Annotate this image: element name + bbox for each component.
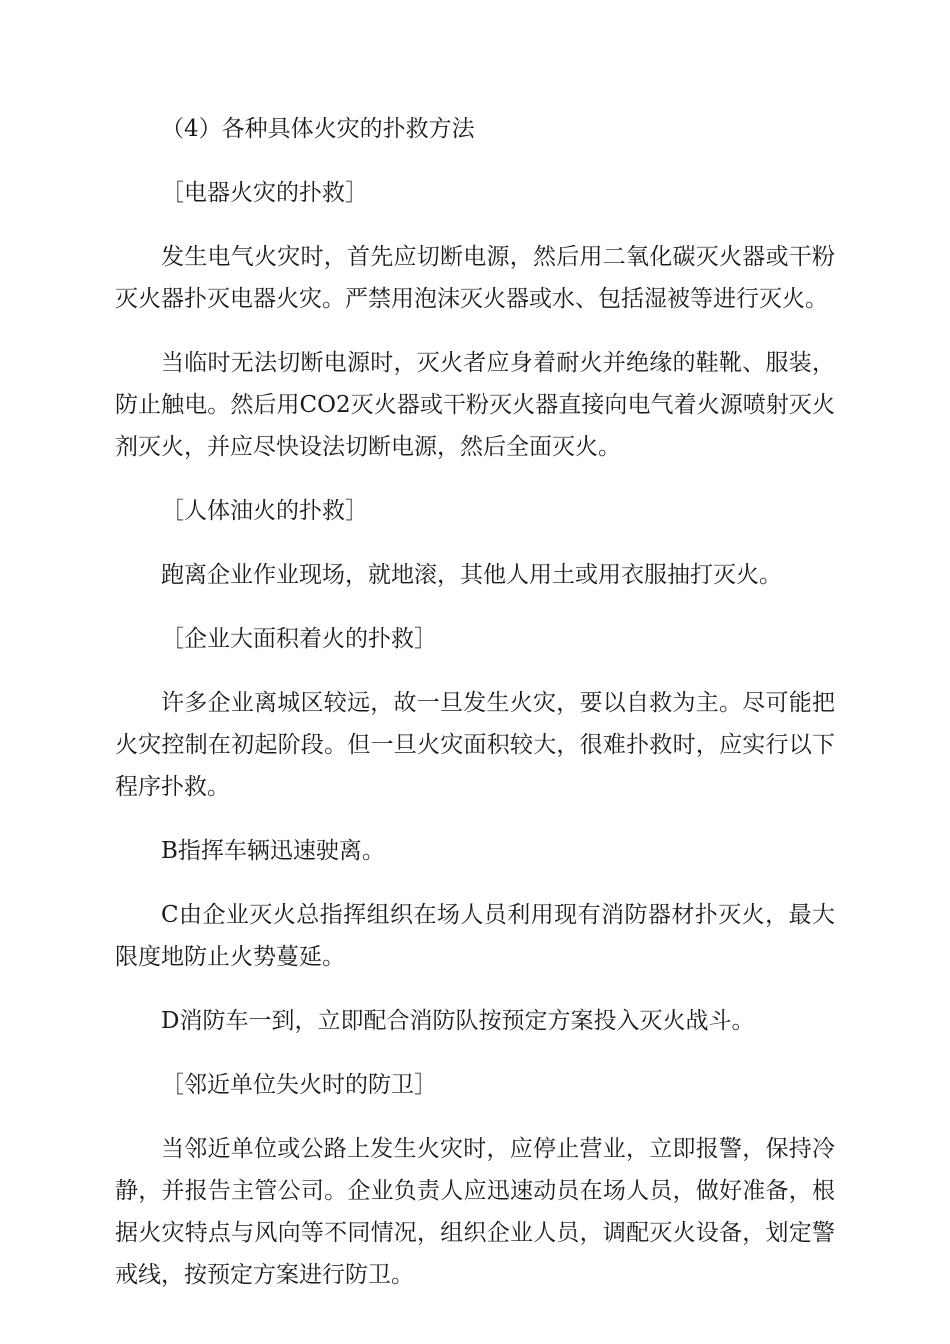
list-item-c: C由企业灭火总指挥组织在场人员利用现有消防器材扑灭火，最大限度地防止火势蔓延。 — [115, 902, 835, 970]
paragraph: 跑离企业作业现场，就地滚，其他人用土或用衣服抽打灭火。 — [161, 562, 782, 588]
paragraph: 当临时无法切断电源时，灭火者应身着耐火并绝缘的鞋靴、服装，防止触电。然后用CO2灭火器或干粉灭火器直接向电气着火源喷射灭火剂灭火，并应尽快设法切断电源，然后全面灭火。 — [115, 350, 835, 460]
list-item-d: D消防车一到，立即配合消防队按预定方案投入灭火战斗。 — [161, 1008, 755, 1034]
paragraph: 当邻近单位或公路上发生火灾时，应停止营业，立即报警，保持冷静，并报告主管公司。企业负责人应迅速动员在场人员，做好准备，根据火灾特点与风向等不同情况，组织企业人员，调配灭火设备，划定警戒线，按预定方案进行防卫。 — [115, 1136, 835, 1288]
subsection-heading-neighbor-fire: ［邻近单位失火时的防卫］ — [161, 1072, 437, 1098]
subsection-heading-electrical-fire: ［电器火灾的扑救］ — [161, 180, 368, 206]
list-item-b: B指挥车辆迅速驶离。 — [161, 838, 385, 864]
subsection-heading-large-area-fire: ［企业大面积着火的扑救］ — [161, 626, 437, 652]
document-body — [115, 108, 835, 1318]
paragraph: 许多企业离城区较远，故一旦发生火灾，要以自救为主。尽可能把火灾控制在初起阶段。但一旦火灾面积较大，很难扑救时，应实行以下程序扑救。 — [115, 690, 835, 800]
section-heading: （4）各种具体火灾的扑救方法 — [161, 116, 475, 142]
paragraph: 发生电气火灾时，首先应切断电源，然后用二氧化碳灭火器或干粉灭火器扑灭电器火灾。严禁用泡沫灭火器或水、包括湿被等进行灭火。 — [115, 244, 835, 312]
subsection-heading-body-oil-fire: ［人体油火的扑救］ — [161, 498, 368, 524]
